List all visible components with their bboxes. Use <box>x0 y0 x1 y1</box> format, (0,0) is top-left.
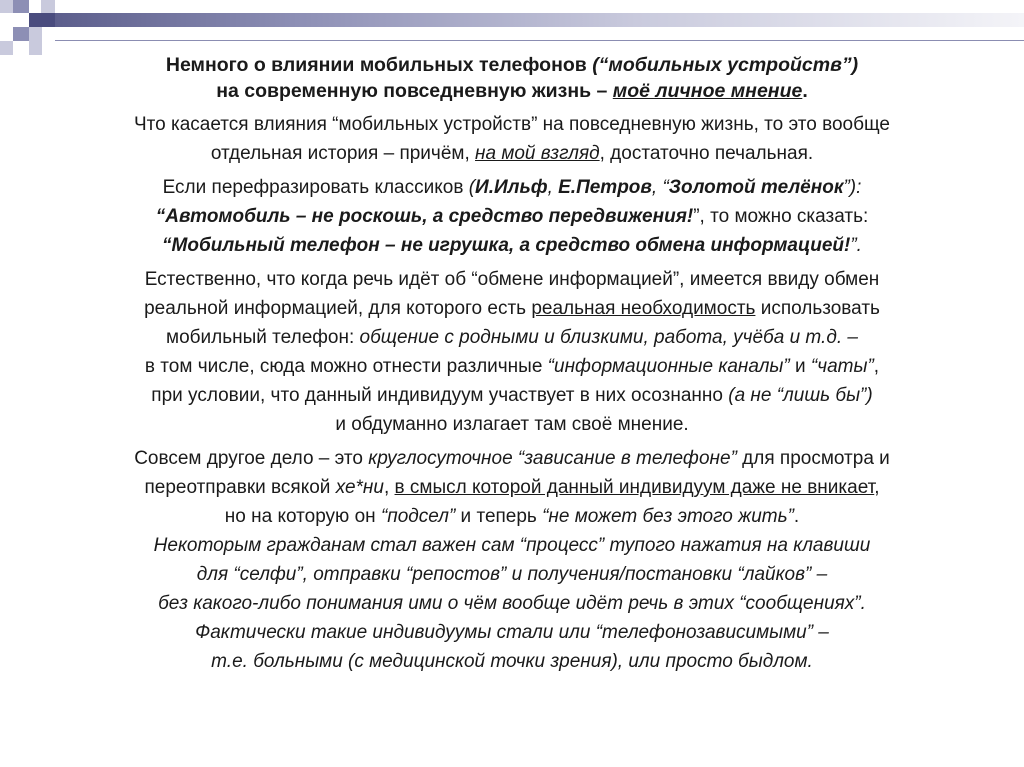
paragraph-line: Что касается влияния “мобильных устройств” на повседневную жизнь, то это вообще <box>134 114 890 135</box>
paragraph-3 <box>22 265 1002 439</box>
decor-square-3 <box>41 0 55 13</box>
paragraph-4 <box>22 444 1002 676</box>
paragraph-line: Если перефразировать классиков (И.Ильф, Е.Петров, “Золотой телёнок”): <box>162 177 862 198</box>
decor-square-6 <box>29 27 42 41</box>
decor-square-5 <box>13 27 29 41</box>
paragraph-line: т.е. больными (с медицинской точки зрения), или просто быдлом. <box>211 651 813 672</box>
slide-title <box>22 52 1002 104</box>
header-divider <box>55 40 1024 41</box>
paragraph-line: отдельная история – причём, на мой взгляд, достаточно печальная. <box>210 143 814 164</box>
paragraph-line: но на которую он “подсел” и теперь “не может без этого жить”. <box>224 506 800 527</box>
decor-square-7 <box>0 41 13 55</box>
paragraph-line: в том числе, сюда можно отнести различные “информационные каналы” и “чаты”, <box>144 356 880 377</box>
paragraph-line: “Автомобиль – не роскошь, а средство передвижения!”, то можно сказать: <box>155 206 869 227</box>
header-bar <box>55 13 1024 27</box>
paragraph-line: “Мобильный телефон – не игрушка, а средство обмена информацией!”. <box>162 235 862 256</box>
decor-square-1 <box>0 0 13 13</box>
paragraph-line: мобильный телефон: общение с родными и близкими, работа, учёба и т.д. – <box>166 327 858 348</box>
paragraph-line: для “селфи”, отправки “репостов” и получения/постановки “лайков” – <box>196 564 828 585</box>
paragraph-line: переотправки всякой хе*ни, в смысл которой данный индивидуум даже не вникает, <box>144 477 880 498</box>
decor-square-2 <box>13 0 29 13</box>
title-line-1: Немного о влиянии мобильных телефонов (“мобильных устройств”) <box>165 54 859 76</box>
paragraph-line: реальной информацией, для которого есть реальная необходимость использовать <box>144 298 880 319</box>
paragraph-1 <box>22 110 1002 168</box>
paragraph-line: при условии, что данный индивидуум участвует в них осознанно (а не “лишь бы”) <box>151 385 873 406</box>
title-line-2: на современную повседневную жизнь – моё личное мнение. <box>216 80 808 102</box>
slide-content <box>22 52 1002 681</box>
paragraph-line: без какого-либо понимания ими о чём вообще идёт речь в этих “сообщениях”. <box>158 593 866 614</box>
paragraph-line: Совсем другое дело – это круглосуточное “зависание в телефоне” для просмотра и <box>134 448 890 469</box>
decor-square-4 <box>29 13 55 27</box>
paragraph-line: Естественно, что когда речь идёт об “обмене информацией”, имеется ввиду обмен <box>144 269 880 290</box>
paragraph-line: и обдуманно излагает там своё мнение. <box>335 414 689 435</box>
paragraph-line: Фактически такие индивидуумы стали или “телефонозависимыми” – <box>195 622 829 643</box>
paragraph-2 <box>22 173 1002 260</box>
paragraph-line: Некоторым гражданам стал важен сам “процесс” тупого нажатия на клавиши <box>153 535 871 556</box>
